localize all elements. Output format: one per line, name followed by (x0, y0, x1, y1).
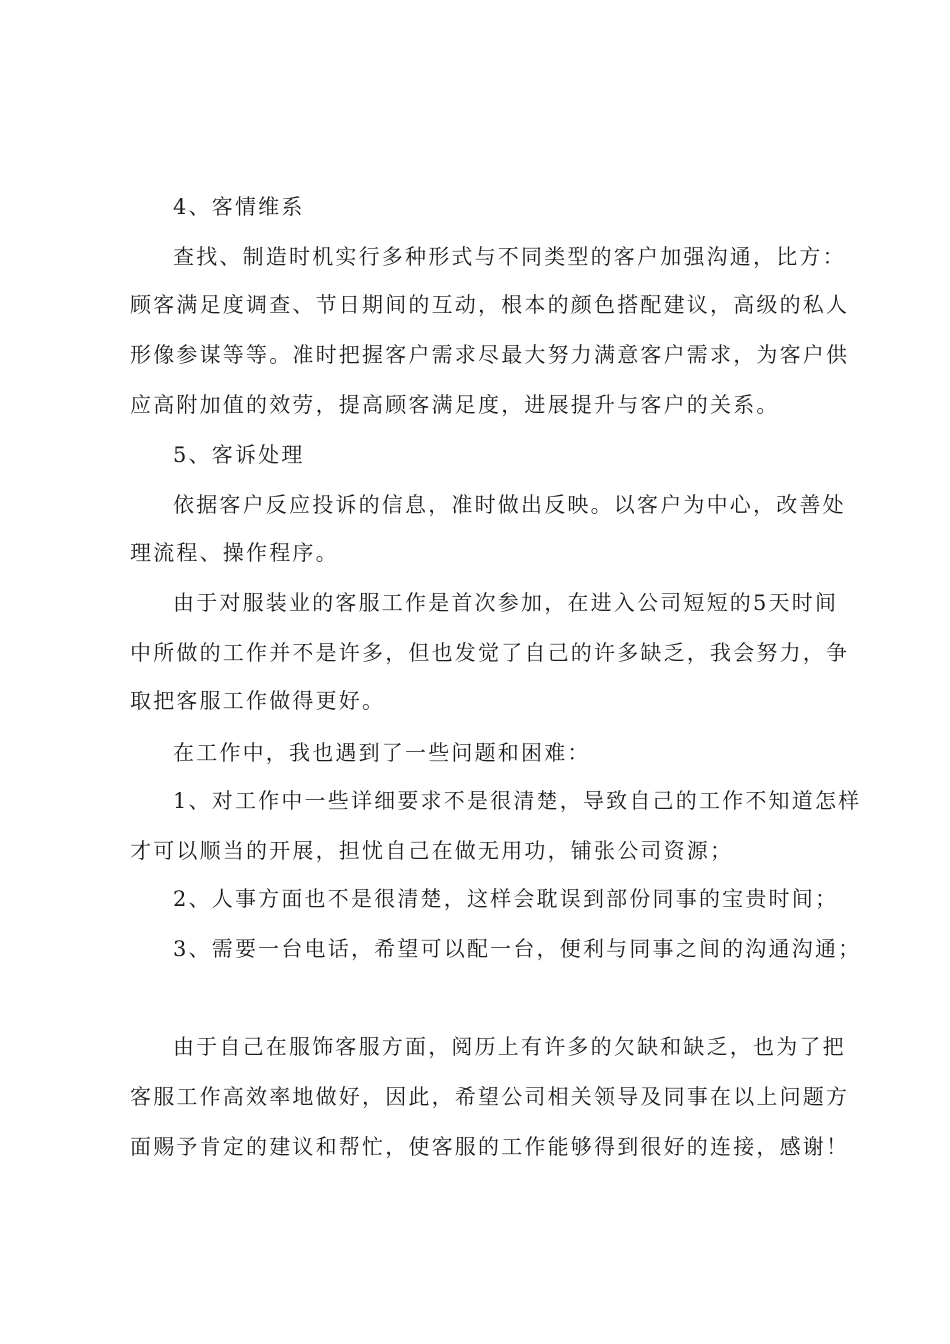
paragraph-line: 在工作中，我也遇到了一些问题和困难： (173, 741, 591, 765)
paragraph-line: 中所做的工作并不是许多，但也发觉了自己的许多缺乏，我会努力，争 (130, 641, 850, 665)
list-item-1: 1、对工作中一些详细要求不是很清楚，导致自己的工作不知道怎样 (173, 789, 862, 813)
paragraph-line: 面赐予肯定的建议和帮忙，使客服的工作能够得到很好的连接，感谢！ (130, 1135, 850, 1159)
paragraph-line: 由于对服装业的客服工作是首次参加，在进入公司短短的5天时间 (173, 591, 839, 615)
list-item-1-cont: 才可以顺当的开展，担忧自己在做无用功，铺张公司资源； (130, 839, 734, 863)
paragraph-line: 形像参谋等等。准时把握客户需求尽最大努力满意客户需求，为客户供 (130, 343, 850, 367)
list-item-3: 3、需要一台电话，希望可以配一台，便利与同事之间的沟通沟通； (173, 937, 862, 961)
paragraph-line: 顾客满足度调查、节日期间的互动，根本的颜色搭配建议，高级的私人 (130, 293, 850, 317)
paragraph-line: 理流程、操作程序。 (130, 541, 339, 565)
paragraph-line: 客服工作高效率地做好，因此，希望公司相关领导及同事在以上问题方 (130, 1085, 850, 1109)
paragraph-line: 应高附加值的效劳，提高顾客满足度，进展提升与客户的关系。 (130, 393, 780, 417)
section-heading-5: 5、客诉处理 (173, 443, 305, 467)
paragraph-line: 取把客服工作做得更好。 (130, 689, 386, 713)
paragraph-line: 依据客户反应投诉的信息，准时做出反映。以客户为中心，改善处 (173, 493, 846, 517)
section-heading-4: 4、客情维系 (173, 195, 305, 219)
list-item-2: 2、人事方面也不是很清楚，这样会耽误到部份同事的宝贵时间； (173, 887, 839, 911)
paragraph-line: 查找、制造时机实行多种形式与不同类型的客户加强沟通，比方： (173, 245, 846, 269)
paragraph-line: 由于自己在服饰客服方面，阅历上有许多的欠缺和缺乏，也为了把 (173, 1035, 846, 1059)
